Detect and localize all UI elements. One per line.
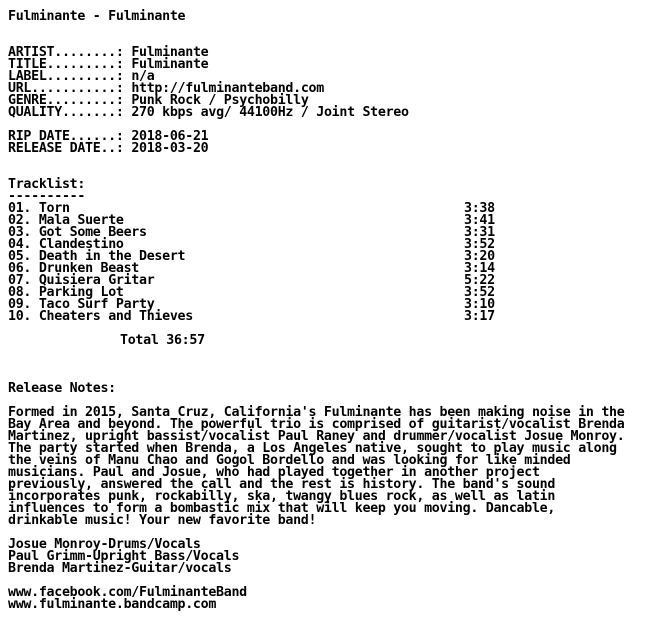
track-title: Death in the Desert [38, 249, 186, 264]
info-value: 2018-03-20 [131, 141, 209, 156]
info-label: RELEASE DATE..: [8, 141, 124, 156]
info-value: n/a [131, 69, 155, 84]
track-list [8, 203, 624, 323]
tracklist-total [8, 335, 624, 347]
info-value: Fulminante [131, 45, 209, 60]
spacer [8, 347, 624, 359]
track-duration: 3:17 [464, 309, 495, 324]
info-label: URL...........: [8, 81, 124, 96]
info-value: 270 kbps avg/ 44100Hz / Joint Stereo [131, 105, 409, 120]
info-label: RIP DATE......: [8, 129, 124, 144]
spacer [8, 155, 624, 167]
track-duration: 3:10 [464, 297, 495, 312]
dates-block [8, 131, 624, 155]
band-member: Brenda Martinez-Guitar/vocals [8, 561, 232, 576]
info-value: Punk Rock / Psychobilly [131, 93, 309, 108]
document-title: Fulminante - Fulminante [8, 9, 186, 24]
release-notes-line: Bay Area and beyond. The powerful trio is comprised of guitarist/vocalist Brenda [8, 417, 625, 432]
track-duration: 3:20 [464, 249, 495, 264]
track-number: 10. [8, 309, 32, 324]
info-row-release-date [8, 143, 624, 155]
info-label: GENRE.........: [8, 93, 124, 108]
info-block [8, 47, 624, 119]
release-notes-line: musicians. Paul and Josue, who had played together in another project [8, 465, 540, 480]
spacer [8, 323, 624, 335]
track-number: 04. [8, 237, 32, 252]
track-row [8, 311, 624, 323]
track-duration: 3:52 [464, 237, 495, 252]
spacer [8, 167, 624, 179]
release-notes-line: incorporates punk, rockabilly, ska, twangy blues rock, as well as latin [8, 489, 556, 504]
band-members [8, 539, 624, 575]
track-duration: 3:41 [464, 213, 495, 228]
total-label: Total [120, 333, 159, 348]
release-notes-body [8, 407, 624, 527]
track-number: 06. [8, 261, 32, 276]
tracklist-heading: Tracklist: [8, 177, 86, 192]
track-duration: 3:52 [464, 285, 495, 300]
track-number: 07. [8, 273, 32, 288]
track-number: 02. [8, 213, 32, 228]
spacer [8, 23, 624, 35]
track-title: Drunken Beast [38, 261, 140, 276]
track-number: 05. [8, 249, 32, 264]
band-links [8, 587, 624, 611]
track-duration: 5:22 [464, 273, 495, 288]
release-notes-line: influences to form a bombastic mix that will keep you moving. Dancable, [8, 501, 556, 516]
nfo-document [8, 11, 624, 611]
spacer [8, 359, 624, 371]
release-notes-line: the veins of Manu Chao and Gogol Bordello and was looking for like minded [8, 453, 571, 468]
track-number: 03. [8, 225, 32, 240]
total-time: 36:57 [166, 333, 205, 348]
track-title: Mala Suerte [38, 213, 124, 228]
track-title: Cheaters and Thieves [38, 309, 193, 324]
info-label: QUALITY.......: [8, 105, 124, 120]
track-duration: 3:14 [464, 261, 495, 276]
track-number: 09. [8, 297, 32, 312]
release-notes-block [8, 383, 624, 611]
track-title: Torn [38, 201, 70, 216]
track-number: 01. [8, 201, 32, 216]
info-value: 2018-06-21 [131, 129, 209, 144]
track-title: Got Some Beers [38, 225, 147, 240]
track-title: Parking Lot [38, 285, 124, 300]
track-duration: 3:38 [464, 201, 495, 216]
info-label: ARTIST........: [8, 45, 124, 60]
release-notes-line: Martinez, upright bassist/vocalist Paul Raney and drummer/vocalist Josue Monroy. [8, 429, 625, 444]
track-duration: 3:31 [464, 225, 495, 240]
band-link: www.facebook.com/FulminanteBand [8, 585, 247, 600]
tracklist-rule: ---------- [8, 189, 86, 204]
track-number: 08. [8, 285, 32, 300]
track-title: Clandestino [38, 237, 124, 252]
info-value: http://fulminanteband.com [131, 81, 324, 96]
release-notes-line: The party started when Brenda, a Los Angeles native, sought to play music along [8, 441, 617, 456]
band-member: Paul Grimm-Upright Bass/Vocals [8, 549, 240, 564]
release-notes-heading: Release Notes: [8, 381, 116, 396]
info-label: TITLE.........: [8, 57, 124, 72]
release-notes-line: Formed in 2015, Santa Cruz, California's Fulminante has been making noise in the [8, 405, 625, 420]
band-member: Josue Monroy-Drums/Vocals [8, 537, 201, 552]
track-title: Taco Surf Party [38, 297, 155, 312]
info-label: LABEL.........: [8, 69, 124, 84]
release-notes-line: previously, answered the call and the rest is history. The band's sound [8, 477, 556, 492]
band-link: www.fulminante.bandcamp.com [8, 597, 217, 612]
release-notes-line: drinkable music! Your new favorite band! [8, 513, 317, 528]
track-title: Quisiera Gritar [38, 273, 155, 288]
info-row-quality [8, 107, 624, 119]
tracklist-block [8, 179, 624, 347]
info-value: Fulminante [131, 57, 209, 72]
